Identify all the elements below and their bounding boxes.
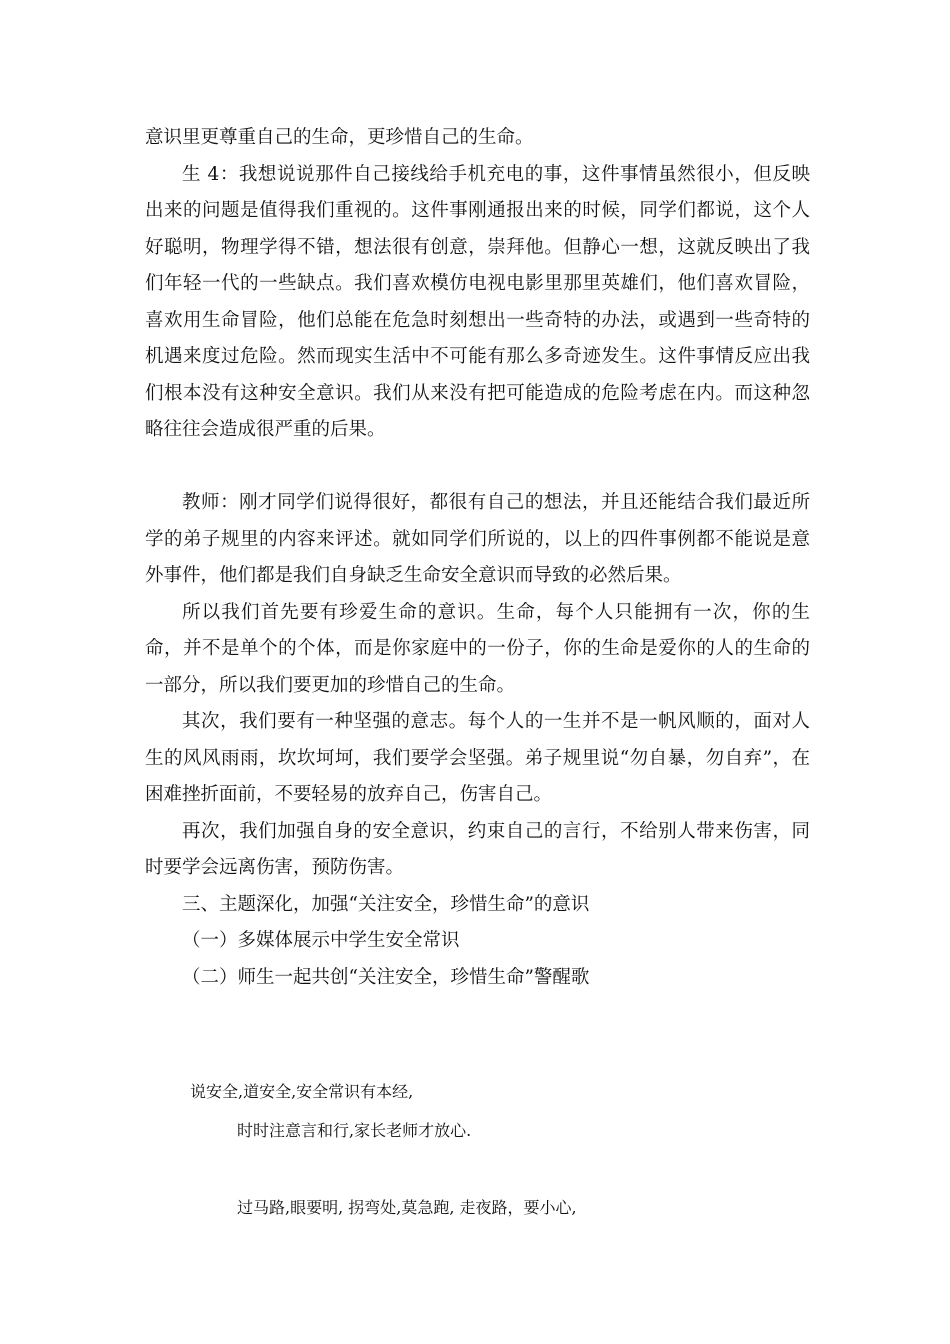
section-heading-3: 三、主题深化，加强“关注安全，珍惜生命”的意识	[182, 893, 590, 915]
paragraph-teacher: 教师：刚才同学们说得很好，都很有自己的想法，并且还能结合我们最近所学的弟子规里的内容来评述。就如同学们所说的，以上的四件事例都不能说是意外事件，他们都是我们自身缺乏生命安全意识而导致的必然后果。	[145, 492, 810, 586]
paragraph-student-4: 生 4：我想说说那件自己接线给手机充电的事，这件事情虽然很小，但反映出来的问题是值得我们重视的。这件事刚通报出来的时候，同学们都说，这个人好聪明，物理学得不错，想法很有创意，崇拜他。但静心一想，这就反映出了我们年轻一代的一些缺点。我们喜欢模仿电视电影里那里英雄们，他们喜欢冒险，喜欢用生命冒险，他们总能在危急时刻想出一些奇特的办法，或遇到一些奇特的机遇来度过危险。然而现实生活中不可能有那么多奇迹发生。这件事情反应出我们根本没有这种安全意识。我们从来没有把可能造成的危险考虑在内。而这种忽略往往会造成很严重的后果。	[145, 163, 810, 440]
song-line-1: 说安全,道安全,安全常识有本经,	[190, 1082, 414, 1101]
song-line-3: 过马路,眼要明, 拐弯处,莫急跑, 走夜路，要小心,	[237, 1198, 577, 1217]
subsection-2: （二）师生一起共创“关注安全，珍惜生命”警醒歌	[182, 966, 590, 988]
document-body	[145, 120, 810, 996]
paragraph-cherish-life: 所以我们首先要有珍爱生命的意识。生命，每个人只能拥有一次，你的生命，并不是单个的个体，而是你家庭中的一份子，你的生命是爱你的人的生命的一部分，所以我们要更加的珍惜自己的生命。	[145, 601, 810, 696]
paragraph-safety-awareness: 再次，我们加强自身的安全意识，约束自己的言行，不给别人带来伤害，同时要学会远离伤害，预防伤害。	[145, 820, 810, 878]
paragraph-continuation: 意识里更尊重自己的生命，更珍惜自己的生命。	[145, 127, 534, 148]
subsection-1: （一）多媒体展示中学生安全常识	[182, 930, 460, 951]
paragraph-strong-will: 其次，我们要有一种坚强的意志。每个人的一生并不是一帆风顺的，面对人生的风风雨雨，坎坎坷坷，我们要学会坚强。弟子规里说“勿自暴，勿自弃”，在困难挫折面前，不要轻易的放弃自己，伤害自己。	[145, 711, 810, 805]
song-line-2: 时时注意言和行,家长老师才放心.	[237, 1121, 472, 1140]
